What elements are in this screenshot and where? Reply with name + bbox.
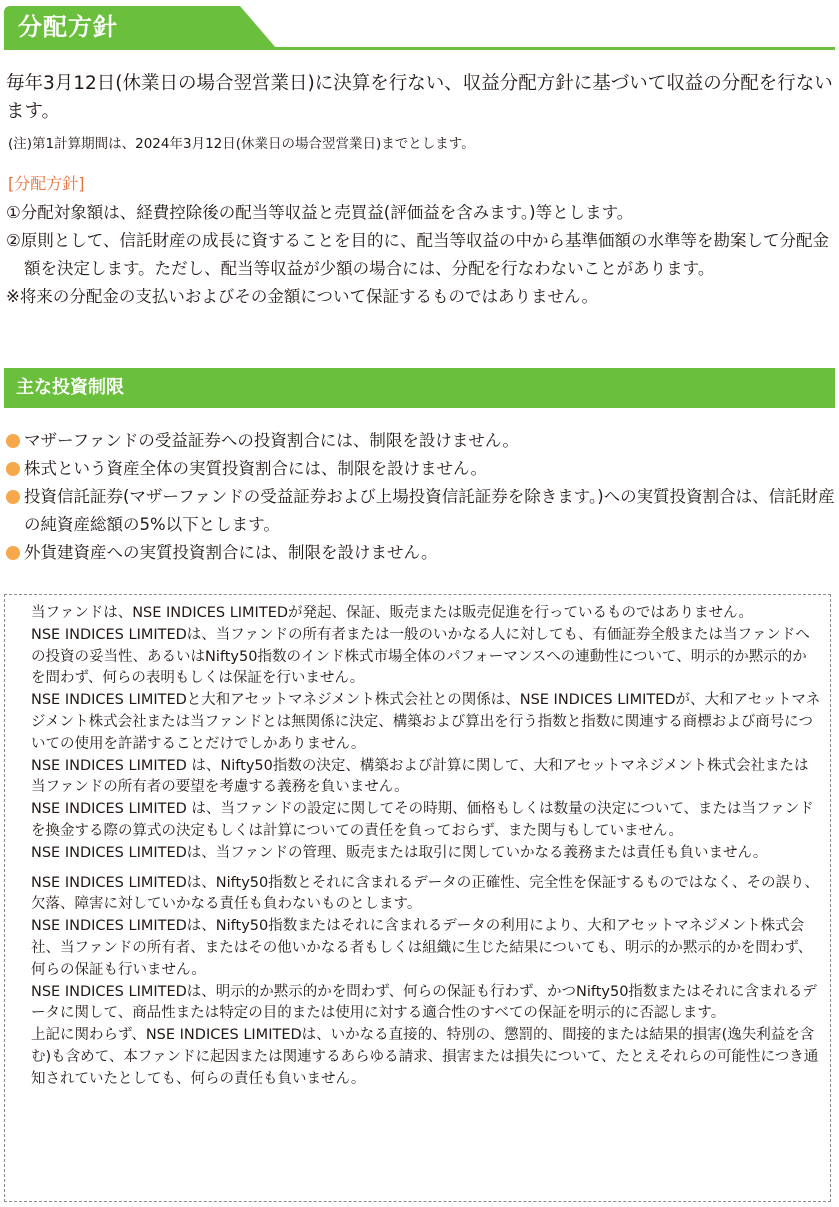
investment-limits-list — [6, 427, 836, 567]
list-item — [6, 539, 836, 567]
disclaimer-paragraph: NSE INDICES LIMITEDは、明示的か黙示的かを問わず、何らの保証も行わず、かつNifty50指数またはそれに含まれるデータに関して、商品性または特定の目的または使用に対する適合性のすべての保証を明示的に否認します。 — [31, 983, 817, 1022]
policy-item: ①分配対象額は、経費控除後の配当等収益と売買益(評価益を含みます。)等とします。 — [6, 203, 634, 222]
disclaimer-text — [31, 603, 821, 1091]
policy-label: [分配方針] — [8, 174, 85, 193]
policy-item: ②原則として、信託財産の成長に資することを目的に、配当等収益の中から基準価額の水準等を勘案して分配金額を決定します。ただし、配当等収益が少額の場合には、分配を行なわないことがあります。 — [6, 231, 829, 278]
paragraph-spacer — [31, 865, 821, 873]
disclaimer-paragraph: NSE INDICES LIMITED は、当ファンドの設定に関してその時期、価格もしくは数量の決定について、または当ファンドを換金する際の算式の決定もしくは計算についての責任を負っておらず、また関与もしていません。 — [31, 801, 814, 839]
list-item-text: 外貨建資産への実質投資割合には、制限を設けません。 — [24, 543, 438, 562]
list-item-text: マザーファンドの受益証券への投資割合には、制限を設けません。 — [24, 431, 519, 450]
list-item-text: 投資信託証券(マザーファンドの受益証券および上場投資信託証券を除きます。)への実質投資割合は、信託財産の純資産総額の5%以下とします。 — [24, 487, 835, 534]
disclaimer-paragraph: 当ファンドは、NSE INDICES LIMITEDが発起、保証、販売または販売促進を行っているものではありません。 — [31, 605, 753, 621]
list-item — [6, 427, 836, 455]
list-item — [6, 483, 836, 539]
list-item-text: 株式という資産全体の実質投資割合には、制限を設けません。 — [24, 459, 487, 478]
section-header-distribution-policy — [4, 6, 835, 50]
note-text: (注)第1計算期間は、2024年3月12日(休業日の場合翌営業日)までとします。 — [8, 136, 475, 152]
disclaimer-paragraph: NSE INDICES LIMITEDは、Nifty50指数とそれに含まれるデータの正確性、完全性を保証するものではなく、その誤り、欠落、障害に対していかなる責任も負わないものとします。 — [31, 874, 819, 913]
bullet-icon — [6, 546, 20, 560]
bullet-icon — [6, 462, 20, 476]
disclaimer-paragraph: 上記に関わらず、NSE INDICES LIMITEDは、いかなる直接的、特別の、懲罰的、間接的または結果的損害(逸失利益を含む)も含めて、本ファンドに起因または関連するあらゆる請求、損害または損失について、たとえそれらの可能性につき通知されていたとしても、何らの責任も負いません。 — [31, 1027, 819, 1087]
disclaimer-paragraph: NSE INDICES LIMITEDは、Nifty50指数またはそれに含まれるデータの利用により、大和アセットマネジメント株式会社、当ファンドの所有者、またはその他いかなる者もしくは組織に生じた結果についても、明示的か黙示的かを問わず、何らの保証も行いません。 — [31, 918, 813, 978]
section-header-investment-limits — [4, 368, 835, 408]
policy-item: ※将来の分配金の支払いおよびその金額について保証するものではありません。 — [6, 287, 598, 306]
disclaimer-paragraph: NSE INDICES LIMITEDは、当ファンドの管理、販売または取引に関していかなる義務または責任も負いません。 — [31, 844, 768, 861]
bullet-icon — [6, 490, 20, 504]
list-item — [6, 455, 836, 483]
disclaimer-paragraph: NSE INDICES LIMITED は、Nifty50指数の決定、構築および計算に関して、大和アセットマネジメント株式会社または当ファンドの所有者の要望を考慮する義務を負いません。 — [31, 757, 809, 796]
header-underline — [4, 47, 835, 50]
section-title: 分配方針 — [18, 13, 118, 41]
disclaimer-paragraph: NSE INDICES LIMITEDは、当ファンドの所有者または一般のいかなる人に対しても、有価証券全般または当ファンドへの投資の妥当性、あるいはNifty50指数のインド株式市場全体のパフォーマンスへの連動性について、明示的か黙示的かを問わず、何らの表明もしくは保証を行いません。 — [31, 626, 810, 687]
bullet-icon — [6, 434, 20, 448]
disclaimer-box — [4, 594, 831, 1202]
policy-list — [6, 199, 836, 311]
disclaimer-paragraph: NSE INDICES LIMITEDと大和アセットマネジメント株式会社との関係は、NSE INDICES LIMITEDが、大和アセットマネジメント株式会社または当ファンドとは無関係に決定、構築および算出を行う指数と指数に関連する商標および商号についての使用を許諾することだけでしかありません。 — [31, 692, 821, 752]
section-title: 主な投資制限 — [16, 377, 124, 398]
lead-paragraph: 毎年3月12日(休業日の場合翌営業日)に決算を行ない、収益分配方針に基づいて収益の分配を行ないます。 — [6, 73, 833, 122]
